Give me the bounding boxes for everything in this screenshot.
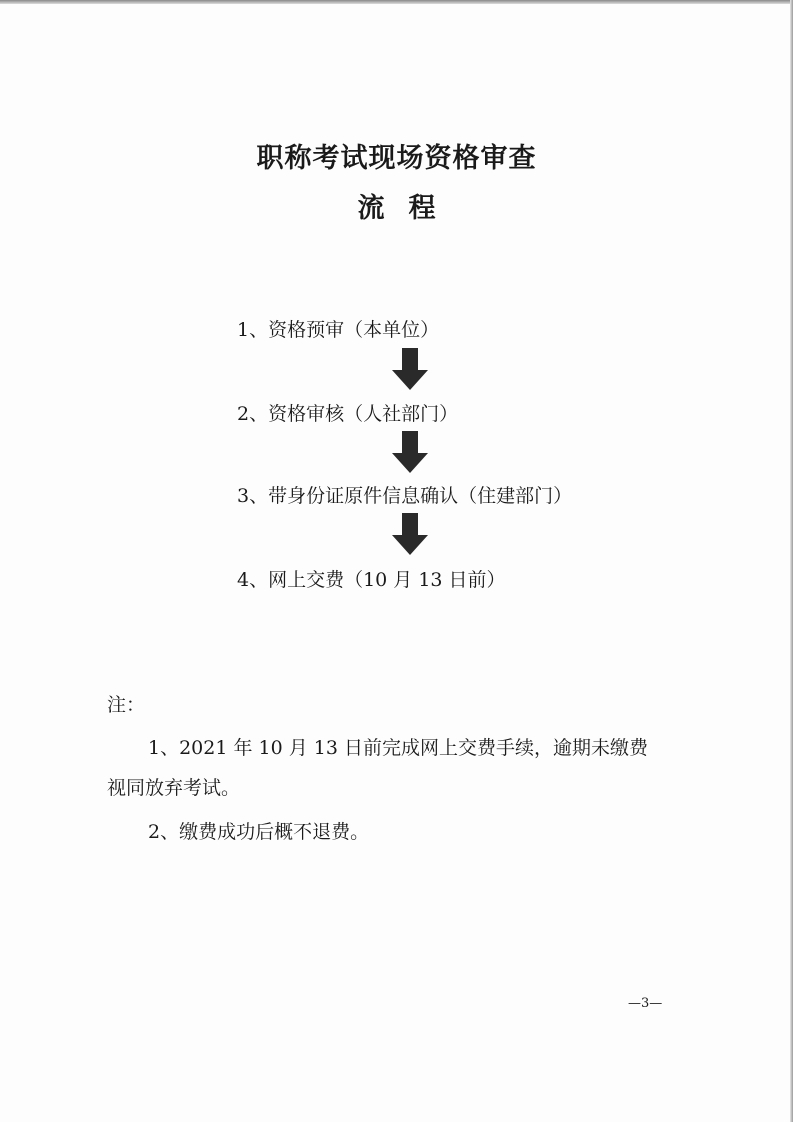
note-item-1-continued: 视同放弃考试。	[107, 777, 241, 799]
flow-step-3: 3、带身份证原件信息确认（住建部门）	[237, 485, 573, 507]
down-arrow-icon	[392, 348, 428, 390]
document-title: 职称考试现场资格审查	[256, 143, 537, 174]
flow-step-1: 1、资格预审（本单位）	[237, 319, 440, 341]
note-item-1: 1、2021 年 10 月 13 日前完成网上交费手续，逾期未缴费	[148, 737, 648, 759]
note-label: 注：	[107, 694, 146, 716]
scan-top-edge	[0, 0, 793, 4]
document-subtitle: 流程	[357, 193, 460, 224]
down-arrow-icon	[392, 513, 428, 555]
flow-step-4: 4、网上交费（10 月 13 日前）	[237, 569, 506, 591]
note-item-2: 2、缴费成功后概不退费。	[148, 821, 370, 843]
page-number: —3—	[628, 996, 663, 1011]
down-arrow-icon	[392, 431, 428, 473]
flow-step-2: 2、资格审核（人社部门）	[237, 403, 459, 425]
